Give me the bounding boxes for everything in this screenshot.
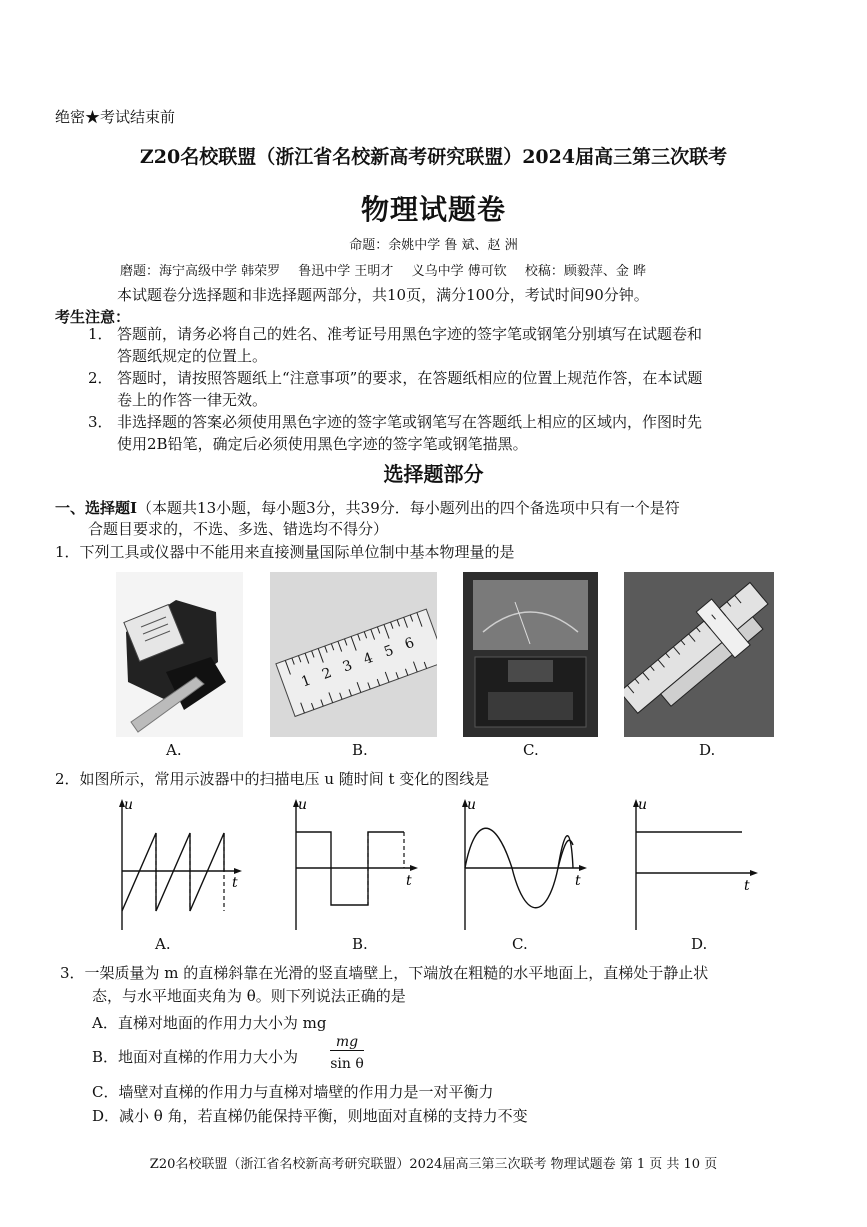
q3-option-a: A．直梯对地面的作用力大小为 mg	[92, 1014, 327, 1032]
q2-label-d: D.	[691, 935, 708, 953]
part1-desc-2: 合题目要求的，不选、多选、错选均不得分）	[88, 520, 389, 538]
q2d-axis-t: t	[744, 878, 750, 894]
notice-heading: 考生注意：	[55, 308, 131, 326]
notice-2-line1: 答题时，请按照答题纸上“注意事项”的要求，在答题纸相应的位置上规范作答，在本试题	[117, 369, 703, 387]
q1-image-d	[624, 572, 774, 737]
notice-3-line2: 使用2B铅笔，确定后必须使用黑色字迹的签字笔或钢笔描黑。	[117, 435, 528, 453]
notice-1-num: 1．	[88, 325, 113, 343]
q3-stem-line2: 态，与水平地面夹角为 θ。则下列说法正确的是	[92, 987, 406, 1005]
notice-2-num: 2．	[88, 369, 113, 387]
exam-intro: 本试题卷分选择题和非选择题两部分，共10页，满分100分，考试时间90分钟。	[117, 286, 649, 304]
page-footer: Z20名校联盟（浙江省名校新高考研究联盟）2024届高三第三次联考 物理试题卷 第 1 页 共 10 页	[149, 1157, 718, 1172]
ruler-number-1: 1	[299, 672, 314, 691]
q2-graph-a	[110, 795, 245, 935]
q2-stem: 2．如图所示，常用示波器中的扫描电压 u 随时间 t 变化的图线是	[55, 770, 490, 788]
q2b-axis-t: t	[406, 873, 412, 889]
ruler-number-6: 6	[402, 634, 417, 653]
ruler-number-2: 2	[319, 664, 334, 684]
q3-fraction-denominator: sin θ	[330, 1056, 364, 1072]
q2c-axis-u: u	[467, 797, 477, 813]
part1-header	[55, 497, 680, 518]
q2-graph-b	[286, 795, 421, 935]
q2d-axis-u: u	[638, 797, 648, 813]
part1-desc-1: （本题共13小题，每小题3分，共39分．每小题列出的四个备选项中只有一个是符	[137, 499, 680, 517]
ruler-number-3: 3	[340, 657, 355, 676]
q2-graph-d	[626, 795, 761, 935]
subject-title: 物理试题卷	[360, 193, 506, 226]
confidential-label: 绝密★考试结束前	[55, 108, 176, 126]
reviewers-line	[120, 260, 660, 279]
ruler-number-4: 4	[361, 649, 376, 668]
reviewer-2: 鲁迅中学 王明才	[298, 264, 394, 279]
q3-option-b-text: B．地面对直梯的作用力大小为	[92, 1048, 299, 1066]
q1-label-b: B.	[352, 741, 368, 759]
reviewer-1: 磨题：海宁高级中学 韩荣罗	[120, 264, 281, 279]
q1-image-a	[116, 572, 243, 737]
q2a-axis-t: t	[232, 875, 238, 891]
q3-option-d: D．减小 θ 角，若直梯仍能保持平衡，则地面对直梯的支持力不变	[92, 1107, 528, 1125]
authors-line: 命题：余姚中学 鲁 斌、赵 洲	[349, 238, 518, 253]
notice-3-num: 3．	[88, 413, 113, 431]
notice-1-line1: 答题前，请务必将自己的姓名、准考证号用黑色字迹的签字笔或钢笔分别填写在试题卷和	[117, 325, 703, 343]
q2a-axis-u: u	[124, 797, 134, 813]
q2-label-b: B.	[352, 935, 368, 953]
q1-image-b	[270, 572, 437, 737]
q3-stem-line1: 3．一架质量为 m 的直梯斜靠在光滑的竖直墙壁上，下端放在粗糙的水平地面上，直梯处于静止状	[60, 964, 709, 982]
ruler-number-5: 5	[382, 642, 396, 661]
notice-2-line2: 卷上的作答一律无效。	[117, 391, 268, 409]
exam-title: Z20名校联盟（浙江省名校新高考研究联盟）2024届高三第三次联考	[139, 146, 728, 168]
notice-1-line2: 答题纸规定的位置上。	[117, 347, 268, 365]
q3-option-c: C．墙壁对直梯的作用力与直梯对墙壁的作用力是一对平衡力	[92, 1083, 494, 1101]
q1-stem: 1．下列工具或仪器中不能用来直接测量国际单位制中基本物理量的是	[55, 543, 515, 561]
q2-graph-c	[455, 795, 590, 935]
reviewer-3: 义乌中学 傅可钦	[411, 264, 507, 279]
q2c-axis-t: t	[575, 873, 581, 889]
notice-3-line1: 非选择题的答案必须使用黑色字迹的签字笔或钢笔写在答题纸上相应的区域内，作图时先	[117, 413, 703, 431]
q3-option-b	[92, 1046, 298, 1067]
q2-label-c: C.	[512, 935, 528, 953]
q2b-axis-u: u	[298, 797, 308, 813]
q1-image-c	[463, 572, 598, 737]
q2-label-a: A.	[155, 935, 171, 953]
q1-label-a: A.	[166, 741, 182, 759]
section-title: 选择题部分	[383, 462, 484, 486]
q1-label-c: C.	[523, 741, 539, 759]
proofreader: 校稿：顾毅萍、金 晔	[524, 264, 646, 279]
q2a-sawtooth	[122, 833, 224, 911]
part1-label: 一、选择题Ⅰ	[55, 499, 138, 517]
q3-fraction-numerator: mg	[330, 1034, 364, 1051]
q1-label-d: D.	[699, 741, 716, 759]
